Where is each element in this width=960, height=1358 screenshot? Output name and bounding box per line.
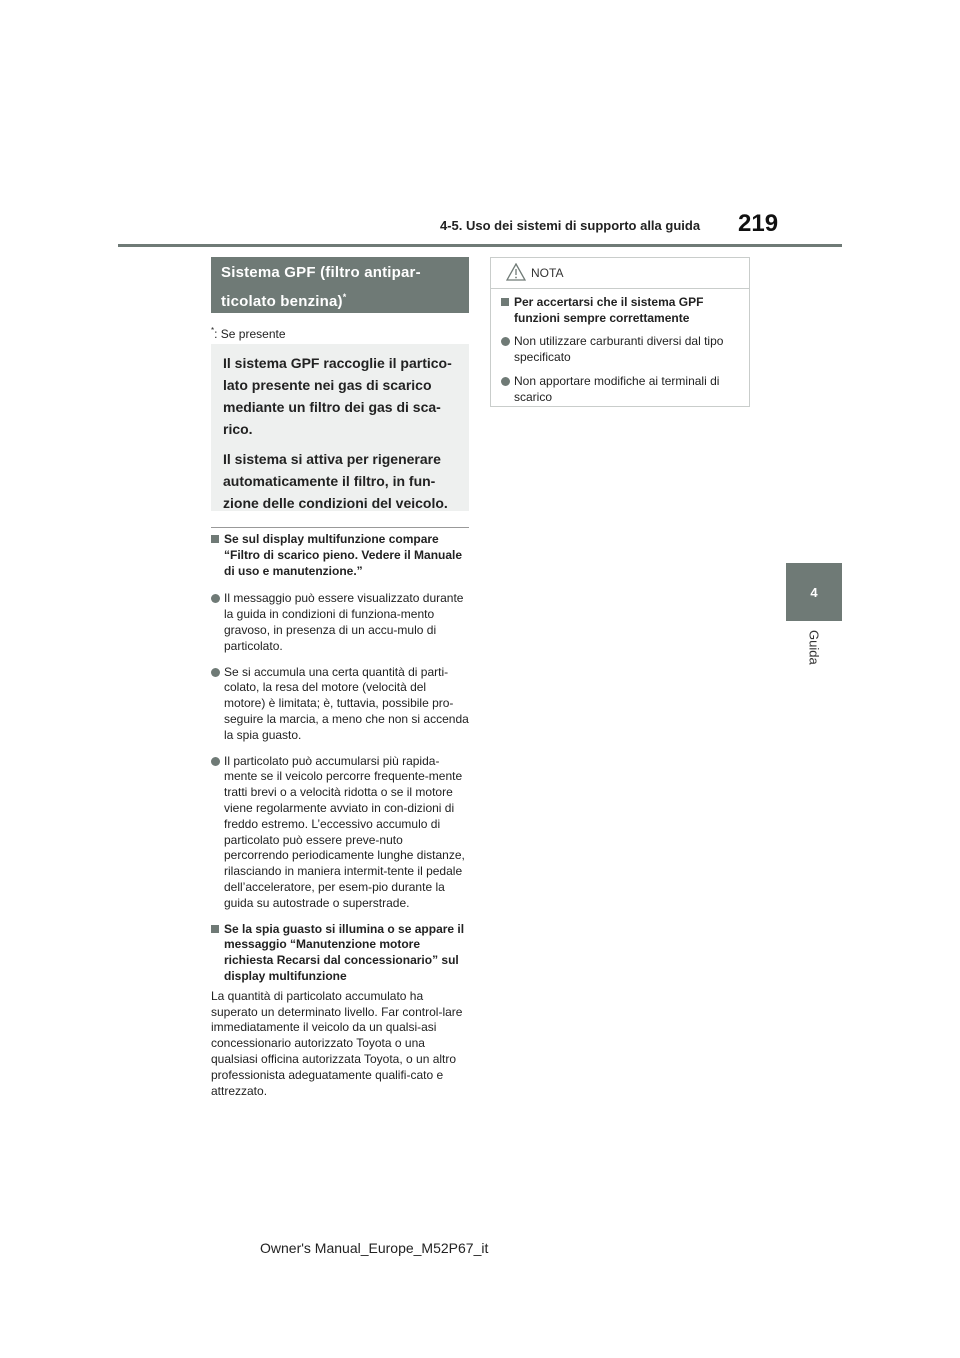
page-number: 219 <box>738 210 779 237</box>
circle-bullet-icon <box>501 377 510 386</box>
intro-paragraph-2: Il sistema si attiva per rigenerare automaticamente il filtro, in fun-zione delle condizioni del veicolo. <box>223 451 448 511</box>
section-title <box>211 257 469 313</box>
note-list-item <box>501 374 739 405</box>
circle-bullet-icon <box>211 757 220 766</box>
list-item <box>211 591 469 654</box>
square-bullet-icon <box>211 535 219 543</box>
note-body <box>491 289 749 405</box>
warning-triangle-icon <box>506 263 526 281</box>
body-paragraph: La quantità di particolato accumulato ha superato un determinato livello. Far control-lare immediatamente il veicolo da un qualsi-asi concessionario autorizzato Toyota o una qualsiasi officina autorizzata Toyota, o un altro professionista adeguatamente qualifi-cato e attrezzato. <box>211 988 463 1098</box>
intro-paragraph-1: Il sistema GPF raccoglie il partico-lato presente nei gas di scarico mediante un filtro dei gas di sca-rico. <box>223 355 452 437</box>
intro-box <box>211 344 469 511</box>
note-subheading-text: Per accertarsi che il sistema GPF funzioni sempre correttamente <box>514 295 704 325</box>
subheading-warning-light <box>211 922 469 985</box>
section-asterisk: * <box>342 292 347 302</box>
subheading-text: Se sul display multifunzione compare “Filtro di scarico pieno. Vedere il Manuale di uso e manutenzione.” <box>224 532 463 578</box>
circle-bullet-icon <box>501 337 510 346</box>
note-header <box>491 258 749 289</box>
footnote <box>211 326 286 341</box>
main-column <box>211 532 469 1099</box>
note-box <box>490 257 750 407</box>
header-rule <box>118 244 842 247</box>
subheading-text: Se la spia guasto si illumina o se appare il messaggio “Manutenzione motore richiesta Recarsi dal concessionario” sul display multifunzione <box>224 921 465 983</box>
footnote-text: : Se presente <box>214 327 286 341</box>
footer-manual-id: Owner's Manual_Europe_M52P67_it <box>260 1240 489 1256</box>
circle-bullet-icon <box>211 668 220 677</box>
subheading-filter-full <box>211 532 469 579</box>
note-subheading <box>501 295 739 326</box>
chapter-tab-number: 4 <box>786 563 842 621</box>
list-item-text: Il messaggio può essere visualizzato durante la guida in condizioni di funziona-mento gravoso, in presenza di un accu-mulo di particolato. <box>224 591 464 653</box>
note-label: NOTA <box>531 266 564 280</box>
list-item-text: Se si accumula una certa quantità di parti-colato, la resa del motore (velocità del motore) è limitata; è, tuttavia, possibile pro-seguire la marcia, a meno che non si accenda la spia guasto. <box>224 664 469 742</box>
section-title-line2: ticolato benzina) <box>221 293 343 310</box>
circle-bullet-icon <box>211 594 220 603</box>
running-header-section: 4-5. Uso dei sistemi di supporto alla guida <box>440 218 701 233</box>
list-item <box>211 665 469 744</box>
square-bullet-icon <box>501 298 509 306</box>
section-title-line1: Sistema GPF (filtro antipar- <box>221 264 421 281</box>
note-list-item-text: Non utilizzare carburanti diversi dal tipo specificato <box>514 334 724 364</box>
note-list-item <box>501 334 739 365</box>
note-list-item-text: Non apportare modifiche ai terminali di scarico <box>514 374 720 404</box>
section-divider <box>211 527 469 528</box>
square-bullet-icon <box>211 925 219 933</box>
list-item <box>211 754 469 912</box>
footnote-mark: * <box>211 326 215 335</box>
chapter-tab-label: Guida <box>806 630 822 665</box>
list-item-text: Il particolato può accumularsi più rapida-mente se il veicolo percorre frequente-mente tratti brevi o a velocità ridotta o se il motore viene regolarmente avviato in con-dizioni di freddo estremo. L’eccessivo accumulo di particolato può essere preve-nuto percorrendo periodicamente lunghe distanze, rilasciando in maniera intermit-tente il pedale dell’acceleratore, per esem-pio durante la guida su autostrade o superstrade. <box>224 753 465 910</box>
